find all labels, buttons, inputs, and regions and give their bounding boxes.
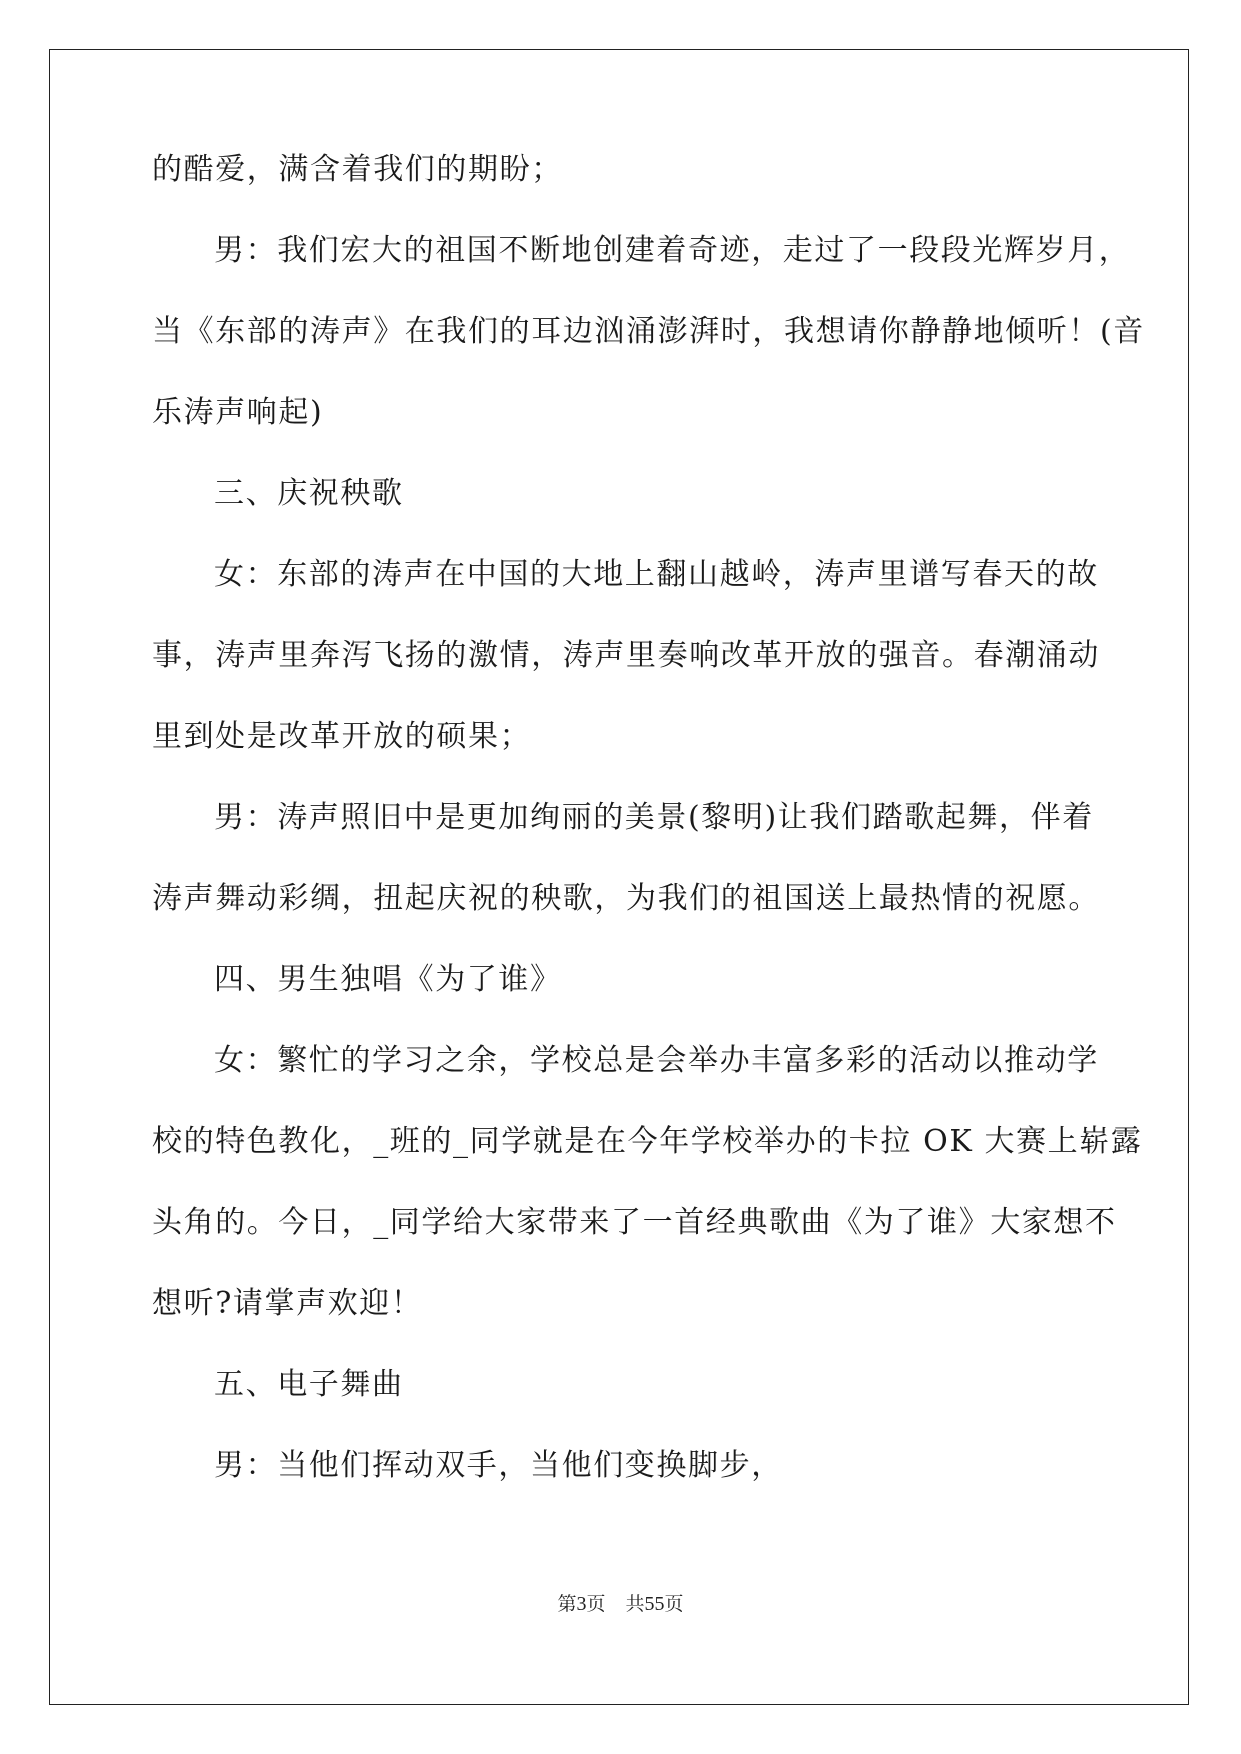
text-line: 女：东部的涛声在中国的大地上翻山越岭，涛声里谱写春天的故 xyxy=(214,557,1099,592)
text-line: 涛声舞动彩绸，扭起庆祝的秧歌，为我们的祖国送上最热情的祝愿。 xyxy=(152,881,1100,916)
total-prefix: 共 xyxy=(625,1593,645,1615)
text-line: 校的特色教化，_班的_同学就是在今年学校举办的卡拉 OK 大赛上崭露 xyxy=(152,1124,1143,1159)
text-line: 里到处是改革开放的硕果； xyxy=(152,719,532,754)
text-line: 的酷爱，满含着我们的期盼； xyxy=(152,152,563,187)
text-line: 乐涛声响起) xyxy=(152,395,324,430)
text-line: 当《东部的涛声》在我们的耳边汹涌澎湃时，我想请你静静地倾听！(音 xyxy=(152,314,1145,349)
text-line: 男：我们宏大的祖国不断地创建着奇迹，走过了一段段光辉岁月， xyxy=(214,233,1131,268)
text-line: 男：涛声照旧中是更加绚丽的美景(黎明)让我们踏歌起舞，伴着 xyxy=(214,800,1094,835)
text-line: 女：繁忙的学习之余，学校总是会举办丰富多彩的活动以推动学 xyxy=(214,1043,1099,1078)
total-suffix: 页 xyxy=(664,1593,684,1615)
page-prefix: 第 xyxy=(557,1593,577,1615)
text-line: 想听?请掌声欢迎！ xyxy=(152,1286,423,1321)
text-line: 事，涛声里奔泻飞扬的激情，涛声里奏响改革开放的强音。春潮涌动 xyxy=(152,638,1100,673)
text-line: 三、庆祝秧歌 xyxy=(214,476,404,511)
page-number: 3 xyxy=(576,1593,587,1615)
total-pages: 55 xyxy=(644,1593,665,1615)
document-body xyxy=(152,150,1145,1527)
page-suffix: 页 xyxy=(586,1593,606,1615)
page-footer xyxy=(0,1589,1241,1616)
text-line: 男：当他们挥动双手，当他们变换脚步， xyxy=(214,1448,783,1483)
text-line: 头角的。今日，_同学给大家带来了一首经典歌曲《为了谁》大家想不 xyxy=(152,1205,1117,1240)
text-line: 五、电子舞曲 xyxy=(214,1367,404,1402)
text-line: 四、男生独唱《为了谁》 xyxy=(214,962,562,997)
